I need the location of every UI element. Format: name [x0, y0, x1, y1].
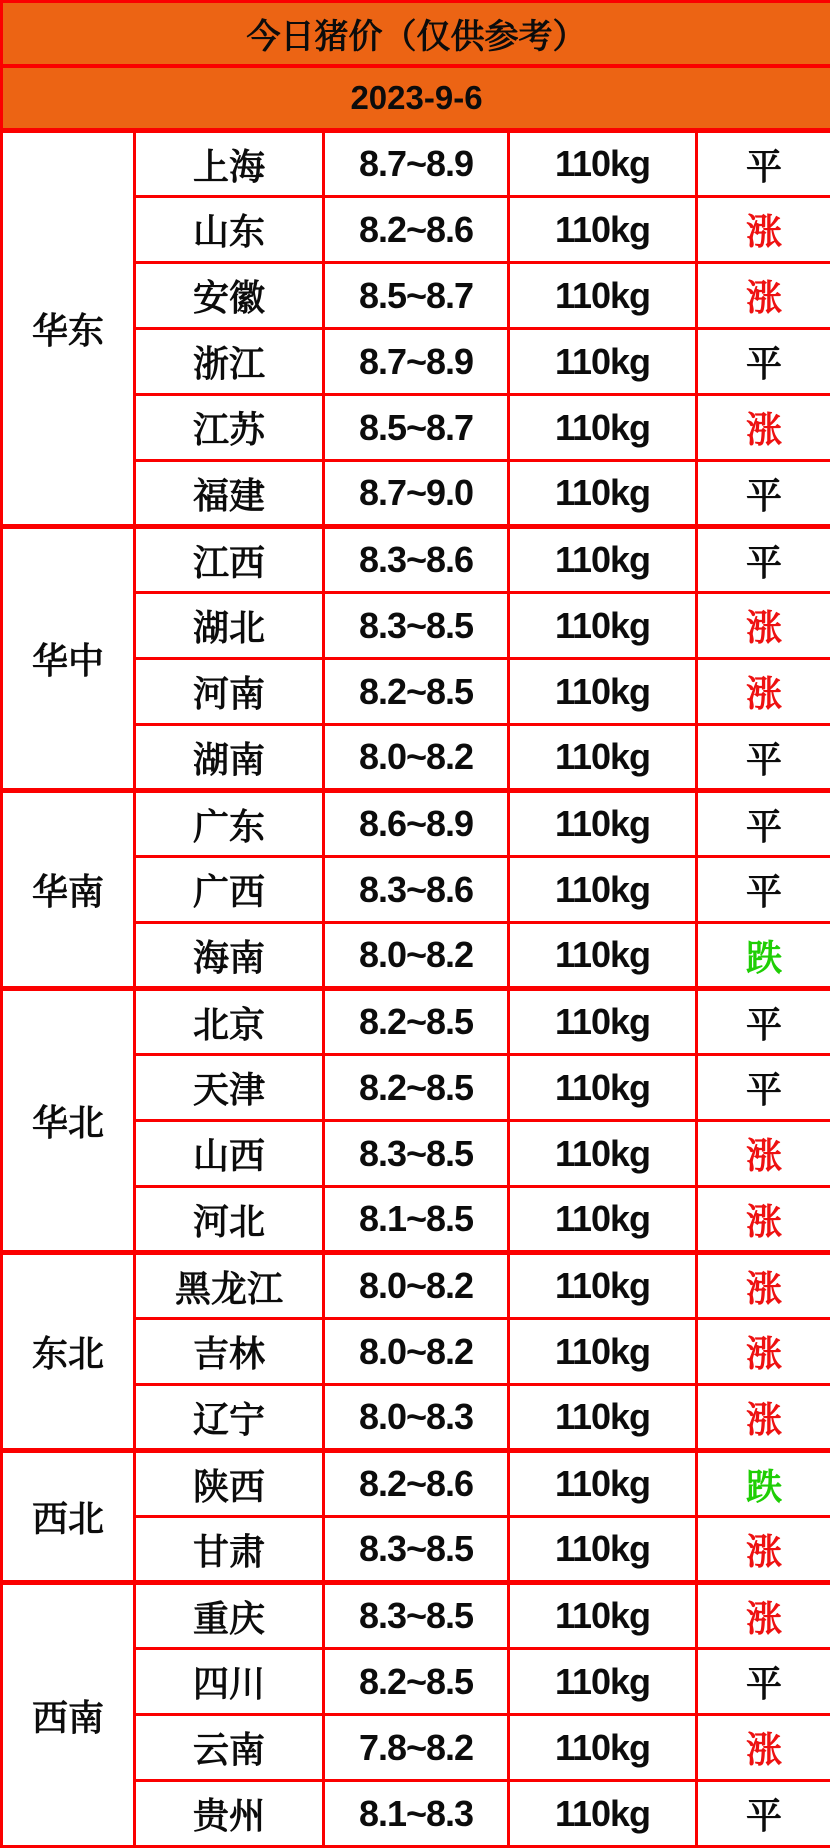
- weight-cell: 110kg: [509, 1319, 697, 1385]
- weight-cell: 110kg: [509, 659, 697, 725]
- status-cell: 平: [697, 1649, 830, 1715]
- table-row: [2, 1583, 830, 1649]
- status-cell: 涨: [697, 659, 830, 725]
- status-cell: 平: [697, 989, 830, 1055]
- weight-cell: 110kg: [509, 1451, 697, 1517]
- price-cell: 8.1~8.5: [324, 1187, 509, 1253]
- province-cell: 湖北: [135, 593, 324, 659]
- status-cell: 涨: [697, 1517, 830, 1583]
- status-cell: 平: [697, 857, 830, 923]
- table-row: [2, 131, 830, 197]
- weight-cell: 110kg: [509, 329, 697, 395]
- province-cell: 山西: [135, 1121, 324, 1187]
- status-cell: 涨: [697, 1253, 830, 1319]
- table-row: [2, 791, 830, 857]
- status-cell: 跌: [697, 1451, 830, 1517]
- weight-cell: 110kg: [509, 527, 697, 593]
- price-cell: 8.3~8.5: [324, 1583, 509, 1649]
- price-cell: 7.8~8.2: [324, 1715, 509, 1781]
- price-cell: 8.2~8.6: [324, 1451, 509, 1517]
- province-cell: 河北: [135, 1187, 324, 1253]
- weight-cell: 110kg: [509, 461, 697, 527]
- province-cell: 江西: [135, 527, 324, 593]
- status-cell: 涨: [697, 1583, 830, 1649]
- region-cell: 华北: [2, 989, 135, 1253]
- province-cell: 吉林: [135, 1319, 324, 1385]
- weight-cell: 110kg: [509, 197, 697, 263]
- status-cell: 涨: [697, 1319, 830, 1385]
- province-cell: 云南: [135, 1715, 324, 1781]
- date-label: 2023-9-6: [2, 66, 830, 131]
- page-title: 今日猪价（仅供参考）: [2, 2, 830, 67]
- region-cell: 华南: [2, 791, 135, 989]
- price-cell: 8.2~8.5: [324, 1055, 509, 1121]
- status-cell: 平: [697, 527, 830, 593]
- price-cell: 8.3~8.5: [324, 1121, 509, 1187]
- weight-cell: 110kg: [509, 395, 697, 461]
- province-cell: 黑龙江: [135, 1253, 324, 1319]
- status-cell: 涨: [697, 1187, 830, 1253]
- province-cell: 江苏: [135, 395, 324, 461]
- table-row: [2, 527, 830, 593]
- region-cell: 华中: [2, 527, 135, 791]
- price-cell: 8.2~8.5: [324, 1649, 509, 1715]
- status-cell: 涨: [697, 263, 830, 329]
- weight-cell: 110kg: [509, 263, 697, 329]
- status-cell: 涨: [697, 1121, 830, 1187]
- province-cell: 陕西: [135, 1451, 324, 1517]
- province-cell: 辽宁: [135, 1385, 324, 1451]
- price-cell: 8.1~8.3: [324, 1781, 509, 1847]
- status-cell: 平: [697, 1055, 830, 1121]
- weight-cell: 110kg: [509, 989, 697, 1055]
- weight-cell: 110kg: [509, 1781, 697, 1847]
- price-cell: 8.5~8.7: [324, 395, 509, 461]
- province-cell: 贵州: [135, 1781, 324, 1847]
- table-row: [2, 1451, 830, 1517]
- weight-cell: 110kg: [509, 791, 697, 857]
- weight-cell: 110kg: [509, 1187, 697, 1253]
- status-cell: 平: [697, 1781, 830, 1847]
- province-cell: 天津: [135, 1055, 324, 1121]
- weight-cell: 110kg: [509, 1253, 697, 1319]
- province-cell: 浙江: [135, 329, 324, 395]
- province-cell: 广东: [135, 791, 324, 857]
- province-cell: 广西: [135, 857, 324, 923]
- status-cell: 平: [697, 791, 830, 857]
- price-cell: 8.3~8.5: [324, 593, 509, 659]
- status-cell: 涨: [697, 197, 830, 263]
- status-cell: 平: [697, 725, 830, 791]
- table-row: [2, 66, 830, 131]
- weight-cell: 110kg: [509, 725, 697, 791]
- table-row: [2, 1253, 830, 1319]
- province-cell: 河南: [135, 659, 324, 725]
- status-cell: 涨: [697, 1715, 830, 1781]
- province-cell: 海南: [135, 923, 324, 989]
- price-cell: 8.6~8.9: [324, 791, 509, 857]
- region-cell: 东北: [2, 1253, 135, 1451]
- price-cell: 8.5~8.7: [324, 263, 509, 329]
- price-cell: 8.0~8.2: [324, 1319, 509, 1385]
- price-cell: 8.0~8.2: [324, 923, 509, 989]
- province-cell: 山东: [135, 197, 324, 263]
- weight-cell: 110kg: [509, 1517, 697, 1583]
- price-cell: 8.0~8.3: [324, 1385, 509, 1451]
- price-cell: 8.2~8.5: [324, 659, 509, 725]
- price-cell: 8.2~8.6: [324, 197, 509, 263]
- province-cell: 四川: [135, 1649, 324, 1715]
- weight-cell: 110kg: [509, 857, 697, 923]
- status-cell: 涨: [697, 395, 830, 461]
- province-cell: 北京: [135, 989, 324, 1055]
- price-cell: 8.3~8.6: [324, 527, 509, 593]
- status-cell: 跌: [697, 923, 830, 989]
- price-cell: 8.7~9.0: [324, 461, 509, 527]
- province-cell: 上海: [135, 131, 324, 197]
- province-cell: 甘肃: [135, 1517, 324, 1583]
- province-cell: 安徽: [135, 263, 324, 329]
- price-cell: 8.7~8.9: [324, 329, 509, 395]
- status-cell: 平: [697, 131, 830, 197]
- status-cell: 平: [697, 461, 830, 527]
- status-cell: 平: [697, 329, 830, 395]
- weight-cell: 110kg: [509, 1385, 697, 1451]
- price-cell: 8.7~8.9: [324, 131, 509, 197]
- weight-cell: 110kg: [509, 1715, 697, 1781]
- price-cell: 8.3~8.6: [324, 857, 509, 923]
- province-cell: 福建: [135, 461, 324, 527]
- price-cell: 8.2~8.5: [324, 989, 509, 1055]
- status-cell: 涨: [697, 1385, 830, 1451]
- price-cell: 8.3~8.5: [324, 1517, 509, 1583]
- weight-cell: 110kg: [509, 593, 697, 659]
- weight-cell: 110kg: [509, 1055, 697, 1121]
- province-cell: 重庆: [135, 1583, 324, 1649]
- price-cell: 8.0~8.2: [324, 1253, 509, 1319]
- status-cell: 涨: [697, 593, 830, 659]
- table-row: [2, 989, 830, 1055]
- weight-cell: 110kg: [509, 1121, 697, 1187]
- weight-cell: 110kg: [509, 1649, 697, 1715]
- region-cell: 西南: [2, 1583, 135, 1847]
- price-cell: 8.0~8.2: [324, 725, 509, 791]
- weight-cell: 110kg: [509, 923, 697, 989]
- weight-cell: 110kg: [509, 131, 697, 197]
- table-row: [2, 2, 830, 67]
- region-cell: 华东: [2, 131, 135, 527]
- region-cell: 西北: [2, 1451, 135, 1583]
- weight-cell: 110kg: [509, 1583, 697, 1649]
- province-cell: 湖南: [135, 725, 324, 791]
